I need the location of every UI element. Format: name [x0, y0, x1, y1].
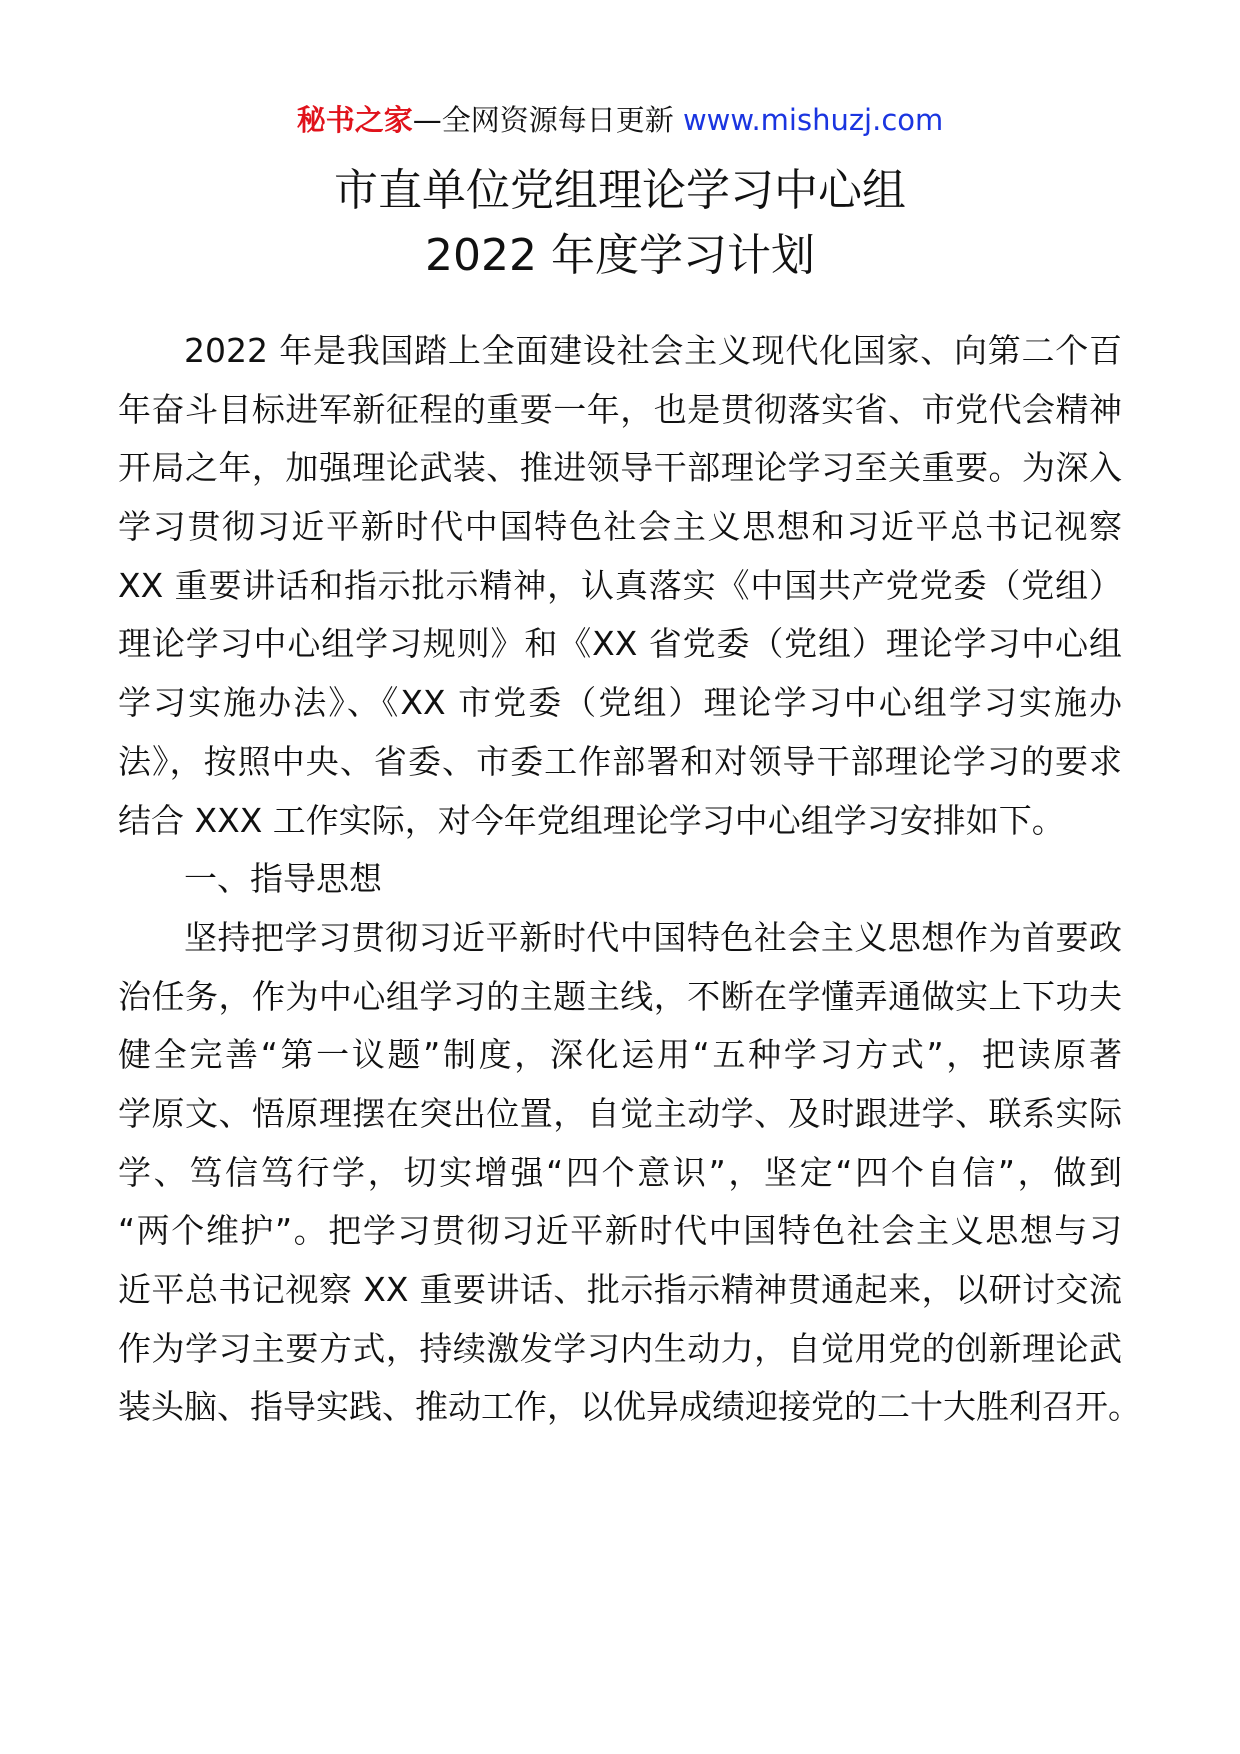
intro-line: 理论学习中心组学习规则》和《XX 省党委（党组）理论学习中心组	[118, 624, 1122, 664]
document-title-line1: 市直单位党组理论学习中心组	[334, 165, 906, 216]
section-line: 学原文、悟原理摆在突出位置，自觉主动学、及时跟进学、联系实际	[118, 1093, 1122, 1133]
section-line: 坚持把学习贯彻习近平新时代中国特色社会主义思想作为首要政	[184, 917, 1122, 957]
section-heading: 一、指导思想	[184, 859, 382, 899]
section-line: 作为学习主要方式，持续激发学习内生动力，自觉用党的创新理论武	[118, 1328, 1122, 1368]
site-header	[0, 100, 1240, 140]
intro-line: 学习实施办法》、《XX 市党委（党组）理论学习中心组学习实施办	[118, 683, 1122, 723]
section-line: 健全完善“第一议题”制度，深化运用“五种学习方式”，把读原著	[118, 1035, 1122, 1075]
intro-line: 年奋斗目标进军新征程的重要一年，也是贯彻落实省、市党代会精神	[118, 389, 1122, 429]
intro-line: 法》，按照中央、省委、市委工作部署和对领导干部理论学习的要求	[118, 741, 1122, 781]
section-line: 装头脑、指导实践、推动工作，以优异成绩迎接党的二十大胜利召开。	[118, 1387, 1141, 1427]
header-slogan: —全网资源每日更新	[412, 103, 674, 137]
intro-line: 开局之年，加强理论武装、推进领导干部理论学习至关重要。为深入	[118, 448, 1122, 488]
document-body	[118, 322, 1141, 1437]
document-title-line2: 2022 年度学习计划	[425, 230, 815, 281]
section-line: “两个维护”。把学习贯彻习近平新时代中国特色社会主义思想与习	[118, 1211, 1122, 1251]
intro-line: XX 重要讲话和指示批示精神，认真落实《中国共产党党委（党组）	[118, 565, 1122, 605]
section-line: 治任务，作为中心组学习的主题主线，不断在学懂弄通做实上下功夫	[118, 976, 1122, 1016]
intro-line: 2022 年是我国踏上全面建设社会主义现代化国家、向第二个百	[184, 331, 1122, 370]
section-line: 近平总书记视察 XX 重要讲话、批示指示精神贯通起来，以研讨交流	[118, 1270, 1122, 1309]
section-line: 学、笃信笃行学，切实增强“四个意识”，坚定“四个自信”，做到	[118, 1152, 1122, 1192]
intro-line: 学习贯彻习近平新时代中国特色社会主义思想和习近平总书记视察	[118, 507, 1122, 547]
intro-line: 结合 XXX 工作实际，对今年党组理论学习中心组学习安排如下。	[118, 800, 1065, 840]
brand-name: 秘书之家	[296, 103, 413, 137]
site-url-link[interactable]: www.mishuzj.com	[682, 103, 944, 137]
